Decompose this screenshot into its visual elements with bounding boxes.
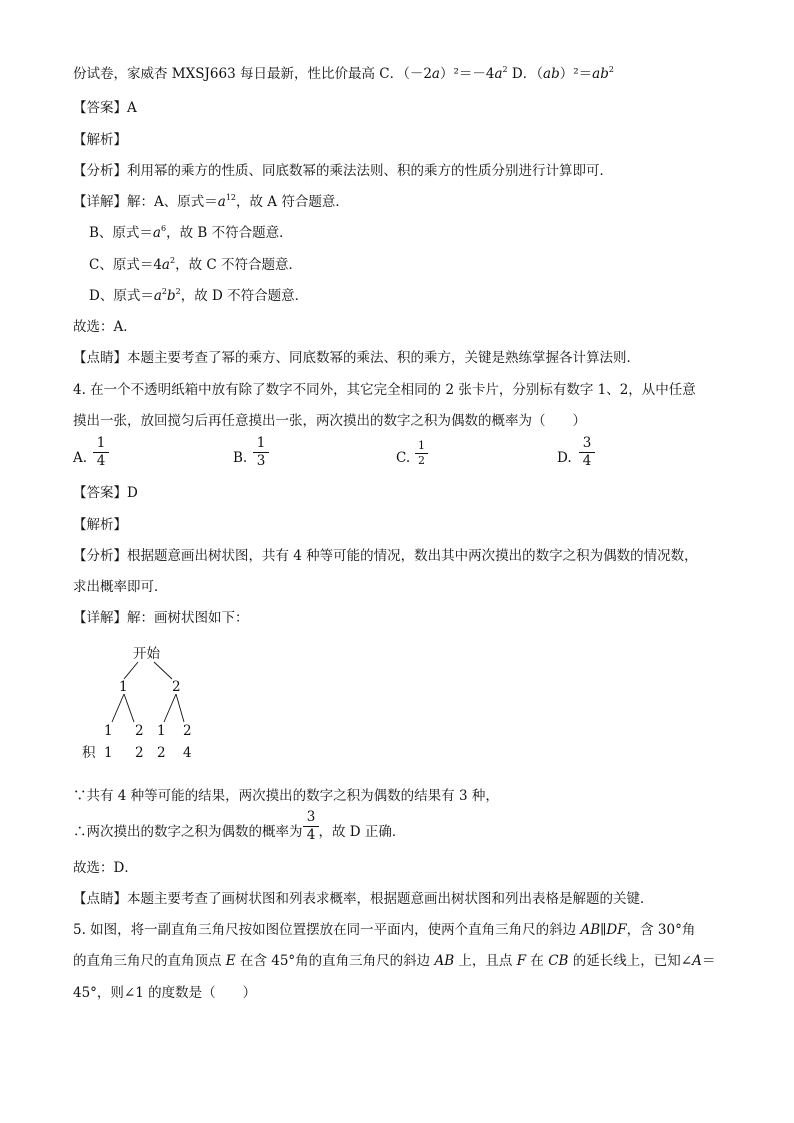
q3-xiangjie-a: 【详解】解：A、原式$=a^{12}$，故 A 符合题意． [73,193,349,210]
q4-fenxi-line1: 【分析】根据题意画出树状图，共有 4 种等可能的情况，数出其中两次摸出的数字之积为偶数的情况数， [73,548,698,564]
q4-dianjing: 【点睛】本题主要考查了画树状图和列表求概率，根据题意画出树状图和列出表格是解题的关键． [73,891,654,907]
tree-level1-node: 1 [119,679,128,695]
q4-answer: 【答案】D [73,485,138,501]
q5-stem-line1: 5. 如图，将一副直角三角尺按如图位置摆放在同一平面内，使两个直角三角尺的斜边 AB∥DF，含 30°角 [73,922,696,938]
q3-xiangjie-c: C、原式$=4a^2$，故 C 不符合题意． [89,256,302,273]
q4-stem-line1: 4. 在一个不透明纸箱中放有除了数字不同外，其它完全相同的 2 张卡片，分别标有数字 1、2，从中任意 [73,382,696,398]
q4-xiangjie: 【详解】解：画树状图如下： [73,610,249,626]
q4-analysis-tag: 【解析】 [73,517,127,533]
option-label: A. [73,450,88,466]
q3-answer: 【答案】A [73,100,137,116]
option-label: C. [396,450,411,466]
option-label: D. [557,450,572,466]
tree-level2-node: 1 [104,723,113,739]
q4-fenxi-line2: 求出概率即可． [73,579,168,595]
tree-level2-node: 2 [135,723,144,739]
tree-product-value: 2 [135,745,144,761]
tree-product-value: 2 [157,745,166,761]
q4-choice: 故选：D． [73,860,138,876]
option-fraction: 1 3 [253,436,269,469]
option-fraction: 1 4 [93,436,109,469]
tree-level1-node: 2 [172,679,181,695]
q3-xiangjie-b: B、原式$=a^6$，故 B 不符合题意． [89,224,293,241]
q4-conclusion-line2: ∴两次摸出的数字之积为偶数的概率为 ，故 D 正确． [73,824,406,840]
q3-fenxi: 【分析】利用幂的乘方的性质、同底数幂的乘法法则、积的乘方的性质分别进行计算即可． [73,163,613,179]
q4-conclusion-fraction: 3 4 [303,810,319,843]
option-fraction: 3 4 [579,436,595,469]
tree-level2-node: 1 [157,723,166,739]
option-fraction: 1 2 [415,440,428,467]
q3-choice: 故选：A． [73,319,137,335]
q5-stem-line3: 45°，则∠1 的度数是（ ） [73,985,257,1001]
probability-tree-diagram [72,642,212,767]
tree-root-label: 开始 [133,646,160,662]
option-label: B. [233,450,248,466]
q3-header-line: 份试卷，家威杏 MXSJ663 每日最新，性比价最高 C．$(-2a)^2=-4a^2$ D．$(ab)^2=ab^2$ [73,65,614,82]
tree-product-value: 1 [104,745,113,761]
q3-analysis-tag: 【解析】 [73,132,127,148]
q5-stem-line2: 的直角三角尺的直角顶点 E 在含 45°角的直角三角尺的斜边 AB 上，且点 F 在 CB 的延长线上，已知∠A＝ [73,953,716,969]
q4-stem-line2: 摸出一张，放回搅匀后再任意摸出一张，两次摸出的数字之积为偶数的概率为（ ） [73,413,586,429]
tree-level2-node: 2 [183,723,192,739]
q4-conclusion-line1: ∵共有 4 种等可能的结果，两次摸出的数字之积为偶数的结果有 3 种， [73,788,499,804]
q3-xiangjie-d: D、原式$=a^2b^2$，故 D 不符合题意． [89,287,309,304]
tree-product-label: 积 [82,745,96,761]
tree-product-value: 4 [183,745,192,761]
q3-dianjing: 【点睛】本题主要考查了幂的乘方、同底数幂的乘法、积的乘方，关键是熟练掌握各计算法则． [73,350,640,366]
